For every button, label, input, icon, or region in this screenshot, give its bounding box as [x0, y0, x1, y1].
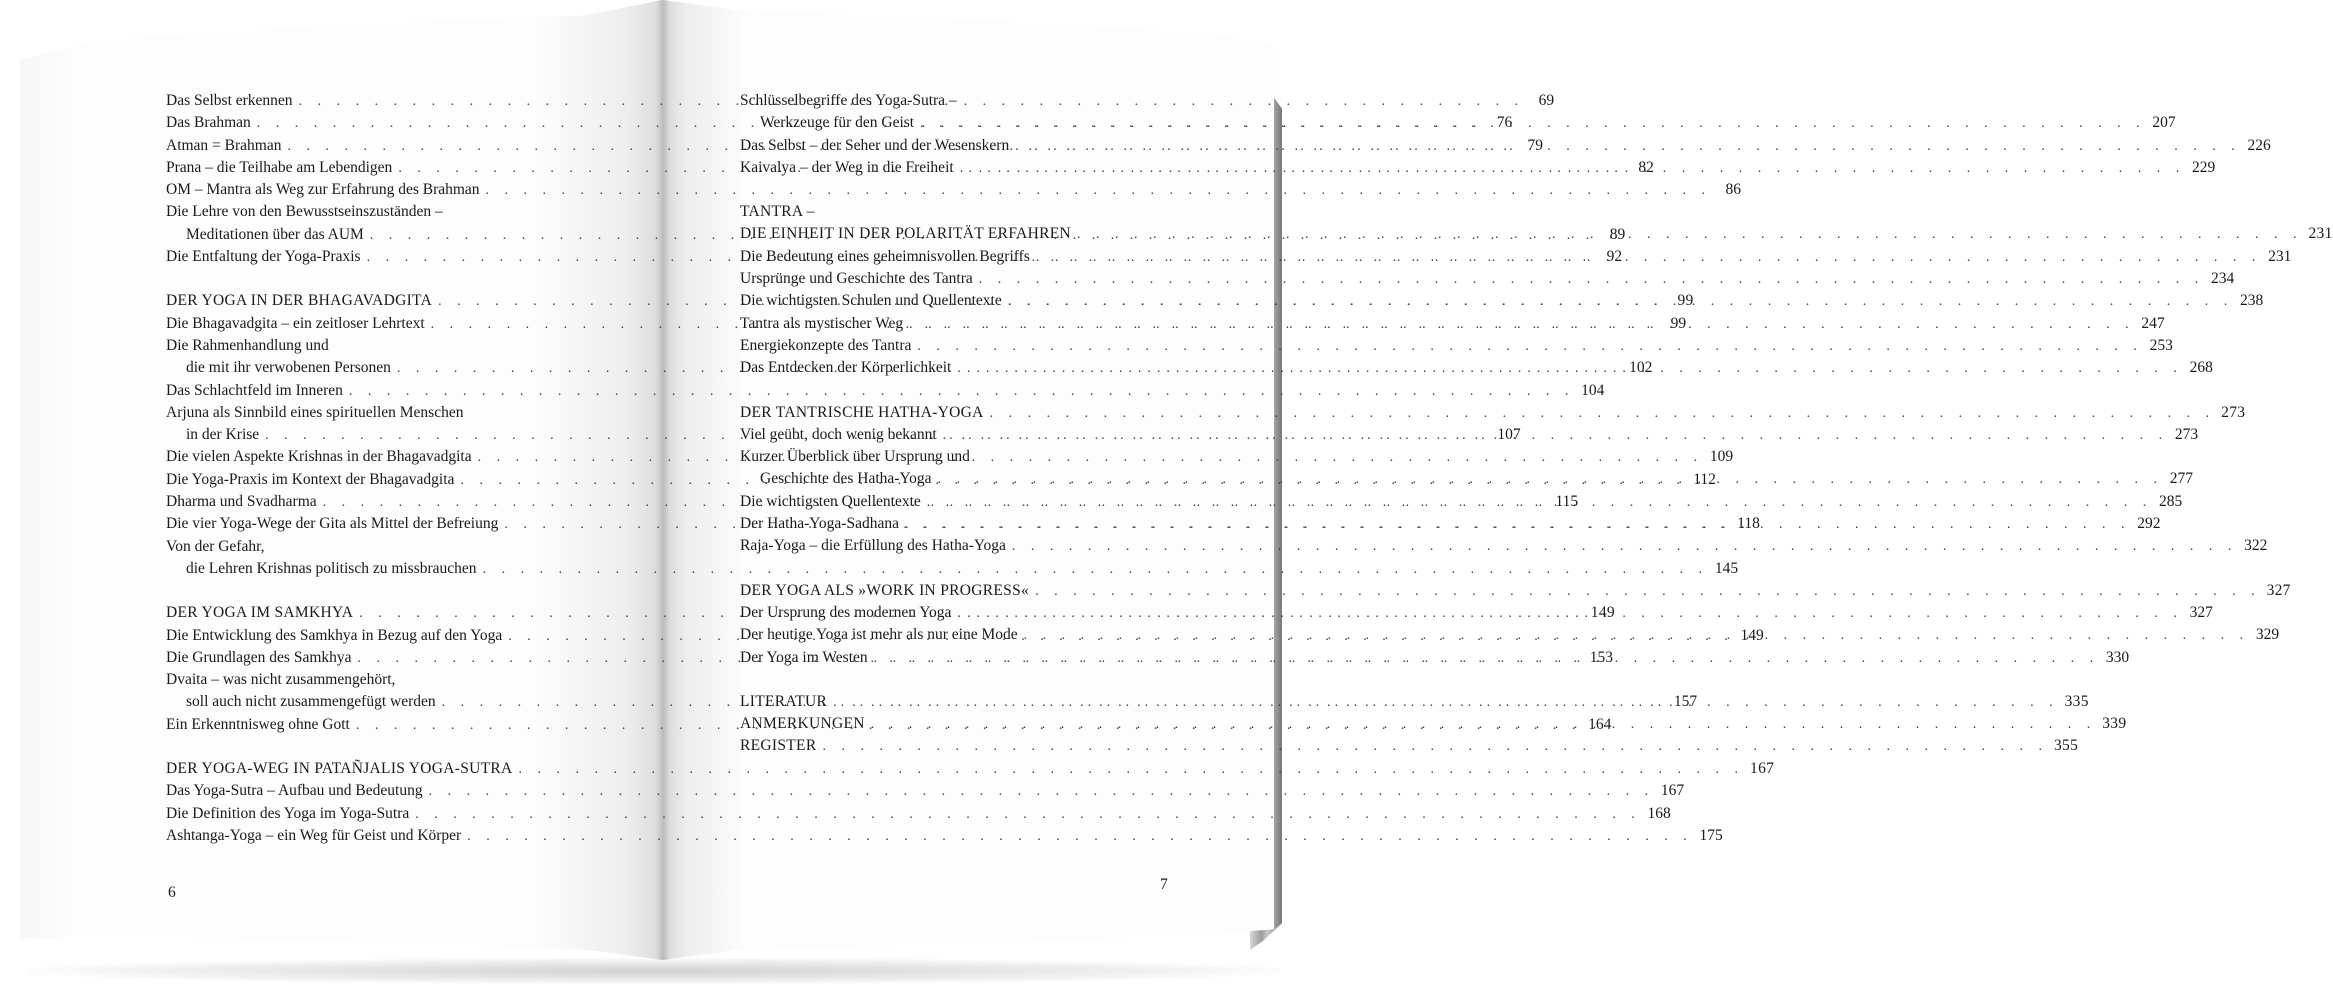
toc-entry-page: 89	[1609, 225, 1626, 243]
toc-entry	[740, 268, 2235, 290]
toc-entry	[740, 90, 1160, 112]
toc-entry-page: 238	[2239, 292, 2264, 310]
dot-leader	[874, 648, 2100, 670]
toc-entry-title: Meditationen über das AUM	[186, 225, 364, 243]
toc-entry-page: 327	[2266, 581, 2291, 599]
dot-leader	[833, 692, 2059, 714]
dot-leader	[927, 492, 2153, 514]
toc-entry-title: Die Bedeutung eines geheimnisvollen Begriffs	[740, 247, 1030, 265]
toc-entry-title: LITERATUR	[740, 692, 828, 710]
toc-entry-title: die mit ihr verwobenen Personen	[186, 359, 391, 377]
toc-entry	[166, 558, 1739, 580]
toc-entry-title: DER TANTRISCHE HATHA-YOGA	[740, 403, 984, 421]
toc-entry	[740, 335, 2173, 357]
toc-entry-title: die Lehren Krishnas politisch zu missbrauchen	[186, 559, 477, 577]
toc-entry-title: Arjuna als Sinnbild eines spirituellen Menschen	[166, 403, 464, 421]
toc-entry-page: 273	[2221, 403, 2246, 421]
toc-entry-page: 76	[1496, 114, 1513, 132]
toc-entry-page: 104	[1581, 381, 1605, 399]
toc-entry-page: 207	[2152, 114, 2176, 132]
toc-entry-title: DIE EINHEIT IN DER POLARITÄT ERFAHREN	[740, 225, 1071, 243]
toc-entry-title: DER YOGA ALS »WORK IN PROGRESS«	[740, 581, 1030, 599]
toc-section-heading	[740, 402, 2246, 424]
dot-leader	[429, 781, 1655, 803]
toc-entry-page: 327	[2189, 603, 2213, 621]
toc-entry	[166, 335, 576, 357]
toc-entry	[166, 179, 1742, 201]
toc-entry-page: 167	[1660, 782, 1685, 800]
toc-entry-page: 229	[2191, 158, 2216, 176]
toc-entry-title: Die vielen Aspekte Krishnas in der Bhagavadgita	[166, 448, 472, 466]
dot-leader	[822, 736, 2048, 758]
toc-entry-title: Geschichte des Hatha-Yoga	[760, 470, 932, 488]
toc-entry-title: Der Ursprung des modernen Yoga	[740, 603, 952, 621]
toc-entry-title: Der Yoga im Westen	[740, 648, 868, 666]
toc-entry-page: 329	[2255, 626, 2280, 644]
dot-leader	[1035, 581, 2261, 603]
toc-entry-title: Die wichtigsten Schulen und Quellentexte	[740, 292, 1002, 310]
toc-entry-title: Ursprünge und Geschichte des Tantra	[740, 270, 973, 288]
toc-entry	[166, 780, 1685, 802]
toc-entry-page: 322	[2244, 537, 2268, 555]
toc-entry-title: Dvaita – was nicht zusammengehört,	[166, 671, 396, 689]
toc-entry-title: Der Hatha-Yoga-Sadhana	[740, 515, 899, 533]
toc-entry-title: Das Selbst erkennen	[166, 92, 293, 109]
toc-entry-title: Energiekonzepte des Tantra	[740, 336, 912, 354]
dot-leader	[957, 603, 2183, 625]
toc-entry-page: 145	[1714, 559, 1739, 577]
dot-leader	[990, 403, 2216, 425]
toc-entry-title: Prana – die Teilhabe am Lebendigen	[166, 158, 393, 176]
section-spacer	[166, 580, 576, 602]
toc-entry-page: 247	[2141, 314, 2165, 332]
toc-entry-title: Die Yoga-Praxis im Kontext der Bhagavadgita	[166, 470, 455, 488]
toc-entry-title: Die Entfaltung der Yoga-Praxis	[166, 248, 361, 266]
toc-section-heading	[740, 201, 1160, 223]
book-shadow	[30, 958, 1280, 984]
page-number-right: 7	[1160, 876, 1168, 893]
dot-leader	[519, 759, 1745, 781]
toc-entry-page: 253	[2149, 336, 2173, 354]
toc-entry-page: 330	[2105, 648, 2130, 666]
toc-entry-page: 109	[1709, 448, 1734, 466]
toc-entry	[166, 201, 576, 223]
toc-entry-title: Die Rahmenhandlung und	[166, 336, 329, 354]
toc-entry-page: 231	[2308, 225, 2333, 243]
dot-leader	[920, 113, 2146, 135]
toc-entry-title: Die Definition des Yoga im Yoga-Sutra	[166, 804, 410, 822]
toc-entry-page: 231	[2268, 247, 2292, 265]
toc-entry-title: Das Yoga-Sutra – Aufbau und Bedeutung	[166, 782, 423, 800]
toc-entry-page: 107	[1497, 426, 1521, 444]
toc-entry-title: Schlüsselbegriffe des Yoga-Sutra –	[740, 92, 957, 109]
toc-entry-title: Ashtanga-Yoga – ein Weg für Geist und Körper	[166, 826, 462, 844]
toc-entry-title: Die Entwicklung des Samkhya in Bezug auf den Yoga	[166, 626, 503, 644]
toc-entry-title: Der heutige Yoga ist mehr als nur eine Mode	[740, 626, 1018, 644]
toc-section-heading	[740, 580, 2291, 602]
toc-entry-title: Dharma und Svadharma	[166, 493, 317, 511]
toc-entry-page: 292	[2137, 515, 2161, 533]
toc-entry-page: 82	[1638, 158, 1654, 176]
toc-entry-page: 112	[1693, 470, 1716, 488]
toc-entry	[740, 446, 1160, 468]
toc-entry-page: 277	[2169, 470, 2193, 488]
dot-leader	[415, 804, 1641, 826]
toc-entry-page: 99	[1670, 314, 1687, 332]
toc-entry-title: Die wichtigsten Quellentexte	[740, 492, 921, 510]
dot-leader	[1008, 291, 2234, 313]
toc-entry-page: 339	[2102, 715, 2127, 733]
toc-entry-title: Die Bhagavadgita – ein zeitloser Lehrtext	[166, 314, 425, 332]
toc-entry-title: Die vier Yoga-Wege der Gita als Mittel der Befreiung	[166, 515, 499, 533]
toc-entry-page: 157	[1673, 693, 1698, 711]
section-spacer	[166, 736, 576, 758]
toc-entry	[166, 380, 1605, 402]
dot-leader	[943, 425, 2169, 447]
toc-entry	[166, 669, 576, 691]
toc-entry-page: 335	[2064, 692, 2089, 710]
toc-entry-title: TANTRA –	[740, 203, 815, 221]
toc-entry-page: 273	[2174, 425, 2199, 443]
dot-leader	[871, 714, 2097, 736]
toc-entry-page: 234	[2211, 270, 2235, 288]
toc-entry-page: 79	[1527, 136, 1543, 154]
toc-entry-title: DER YOGA-WEG IN PATAÑJALIS YOGA-SUTRA	[166, 760, 513, 778]
toc-entry-title: Das Entdecken der Körperlichkeit	[740, 359, 952, 377]
toc-entry-title: Atman = Brahman	[166, 136, 282, 154]
toc-entry-page: 285	[2159, 492, 2183, 510]
section-spacer	[740, 669, 1160, 691]
toc-entry-page: 69	[1538, 92, 1555, 109]
dot-leader	[1036, 247, 2262, 269]
toc-entry-title: in der Krise	[186, 426, 260, 444]
toc-entry-page: 168	[1647, 804, 1671, 822]
toc-entry-page: 175	[1699, 826, 1723, 844]
toc-entry-page: 86	[1725, 181, 1742, 199]
dot-leader	[909, 314, 2135, 336]
toc-entry-title: Das Schlachtfeld im Inneren	[166, 381, 343, 399]
dot-leader	[1024, 625, 2250, 647]
toc-entry-title: Die Lehre von den Bewusstseinszuständen –	[166, 203, 443, 221]
toc-entry-title: Die Grundlagen des Samkhya	[166, 648, 352, 666]
toc-entry-title: Das Brahman	[166, 114, 251, 132]
toc-entry-page: 164	[1588, 715, 1612, 733]
toc-entry-title: Von der Gefahr,	[166, 537, 265, 555]
toc-entry-title: Kurzer Überblick über Ursprung und	[740, 448, 970, 466]
toc-entry-title: REGISTER	[740, 737, 817, 755]
toc-entry-page: 118	[1737, 515, 1760, 533]
toc-entry-page: 102	[1629, 359, 1653, 377]
toc-entry-title: Raja-Yoga – die Erfüllung des Hatha-Yoga	[740, 537, 1006, 555]
toc-entry	[166, 402, 576, 424]
toc-entry-title: DER YOGA IN DER BHAGAVADGITA	[166, 292, 433, 310]
dot-leader	[937, 469, 2163, 491]
toc-entry-title: Viel geübt, doch wenig bekannt	[740, 425, 937, 443]
page-number-left: 6	[168, 884, 176, 901]
toc-entry-page: 92	[1606, 248, 1623, 266]
dot-leader	[1077, 224, 2303, 246]
toc-entry-title: Tantra als mystischer Weg	[740, 314, 904, 332]
toc-entry	[166, 825, 1723, 847]
dot-leader	[960, 158, 2186, 180]
dot-leader	[905, 514, 2131, 536]
section-spacer	[740, 380, 1160, 402]
toc-entry-title: Das Selbst – der Seher und der Wesenskern	[740, 136, 1010, 154]
toc-entry-page: 268	[2189, 359, 2213, 377]
toc-entry-title: soll auch nicht zusammengefügt werden	[186, 693, 436, 711]
toc-entry	[166, 536, 576, 558]
toc-entry-title: Kaivalya – der Weg in die Freiheit	[740, 158, 954, 176]
toc-entry-page: 226	[2247, 136, 2271, 154]
toc-entry-title: OM – Mantra als Weg zur Erfahrung des Brahman	[166, 181, 480, 199]
toc-entry	[740, 535, 2268, 557]
toc-entry	[166, 803, 1671, 825]
dot-leader	[1015, 136, 2241, 158]
dot-leader	[979, 269, 2205, 291]
dot-leader	[467, 826, 1693, 848]
toc-entry-page: 355	[2053, 737, 2079, 755]
section-spacer	[166, 268, 576, 290]
toc-entry-page: 153	[1589, 648, 1614, 666]
dot-leader	[957, 358, 2183, 380]
section-spacer	[740, 558, 1160, 580]
toc-entry-title: DER YOGA IM SAMKHYA	[166, 604, 354, 622]
dot-leader	[917, 336, 2143, 358]
section-spacer	[740, 179, 1160, 201]
toc-section-heading	[166, 758, 1775, 780]
toc-entry-page: 149	[1740, 626, 1764, 644]
toc-entry-title: Ein Erkenntnisweg ohne Gott	[166, 715, 350, 733]
toc-entry-page: 115	[1555, 493, 1579, 511]
toc-entry-title: Werkzeuge für den Geist	[760, 114, 915, 132]
toc-entry-page: 99	[1677, 292, 1694, 310]
toc-entry-page: 167	[1750, 760, 1775, 778]
toc-entry-title: ANMERKUNGEN	[740, 715, 865, 733]
toc-entry-page: 149	[1590, 604, 1615, 622]
toc-section-heading	[740, 735, 2079, 757]
dot-leader	[1012, 536, 2238, 558]
